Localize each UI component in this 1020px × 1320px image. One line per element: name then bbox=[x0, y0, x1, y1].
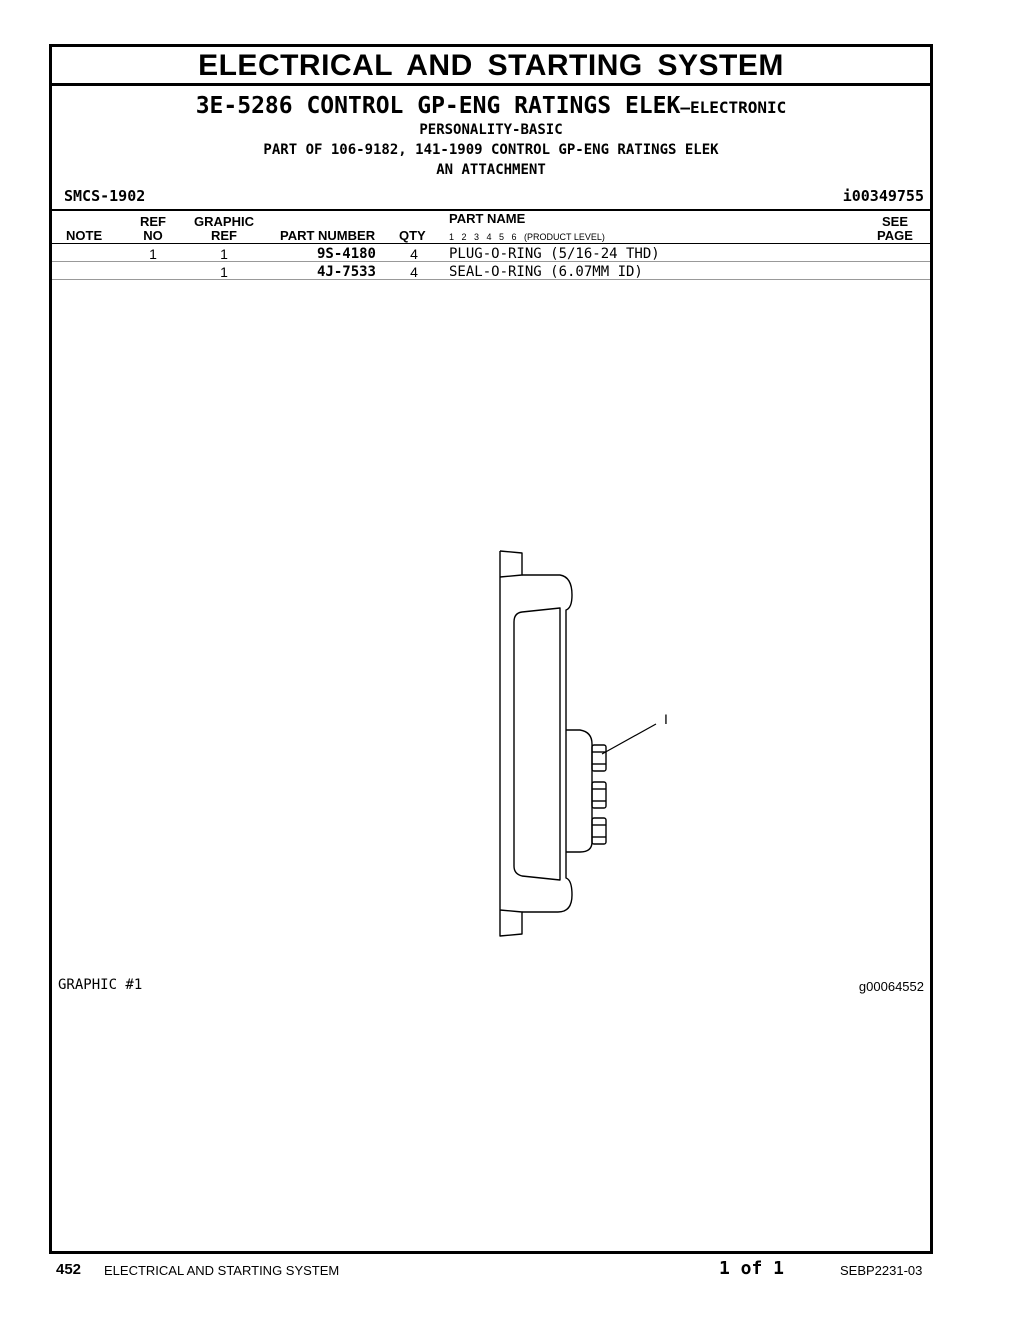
cell-qty: 4 bbox=[410, 264, 418, 280]
col-see-top: SEE bbox=[881, 214, 908, 229]
col-ref-bottom: NO bbox=[143, 228, 163, 243]
part-title-tail: —ELECTRONIC bbox=[680, 98, 787, 117]
cell-part-name: SEAL-O-RING (6.07MM ID) bbox=[449, 264, 643, 280]
page-frame bbox=[49, 44, 933, 1254]
footer-section: ELECTRICAL AND STARTING SYSTEM bbox=[104, 1263, 340, 1278]
cell-graphic-ref: 1 bbox=[220, 246, 228, 262]
illustration-id: i00349755 bbox=[842, 187, 924, 205]
graphic-id: g00064552 bbox=[858, 979, 924, 994]
doc-id: SEBP2231-03 bbox=[840, 1263, 923, 1278]
part-subtitle-3: AN ATTACHMENT bbox=[436, 162, 546, 178]
cell-graphic-ref: 1 bbox=[220, 264, 228, 280]
part-title-main: 3E-5286 CONTROL GP-ENG RATINGS ELEK bbox=[195, 93, 681, 119]
graphic-label: GRAPHIC #1 bbox=[58, 977, 143, 993]
section-title: ELECTRICAL AND STARTING SYSTEM bbox=[52, 47, 930, 86]
callout-label: I bbox=[664, 711, 668, 727]
cell-part-name: PLUG-O-RING (5/16-24 THD) bbox=[449, 246, 660, 262]
cell-part-number: 9S-4180 bbox=[316, 246, 376, 262]
col-qty: QTY bbox=[399, 228, 426, 243]
part-subtitle-2: PART OF 106-9182, 141-1909 CONTROL GP-ENG RATINGS ELEK bbox=[263, 142, 719, 158]
cell-qty: 4 bbox=[410, 246, 418, 262]
col-note: NOTE bbox=[66, 228, 103, 243]
page-of: 1 of 1 bbox=[719, 1258, 785, 1279]
col-part-name: PART NAME bbox=[449, 211, 526, 226]
page-number: 452 bbox=[56, 1261, 82, 1278]
col-see-bottom: PAGE bbox=[877, 228, 913, 243]
cell-ref-no: 1 bbox=[149, 246, 157, 262]
col-graphic-top: GRAPHIC bbox=[194, 214, 254, 229]
control-module-illustration bbox=[52, 47, 930, 1251]
smcs-code: SMCS-1902 bbox=[64, 187, 146, 205]
cell-part-number: 4J-7533 bbox=[316, 264, 376, 280]
col-product-level: 1 2 3 4 5 6 (PRODUCT LEVEL) bbox=[449, 232, 605, 242]
col-graphic-bottom: REF bbox=[211, 228, 237, 243]
col-part-number: PART NUMBER bbox=[280, 228, 376, 243]
part-subtitle-1: PERSONALITY-BASIC bbox=[419, 122, 563, 138]
col-ref-top: REF bbox=[140, 214, 166, 229]
